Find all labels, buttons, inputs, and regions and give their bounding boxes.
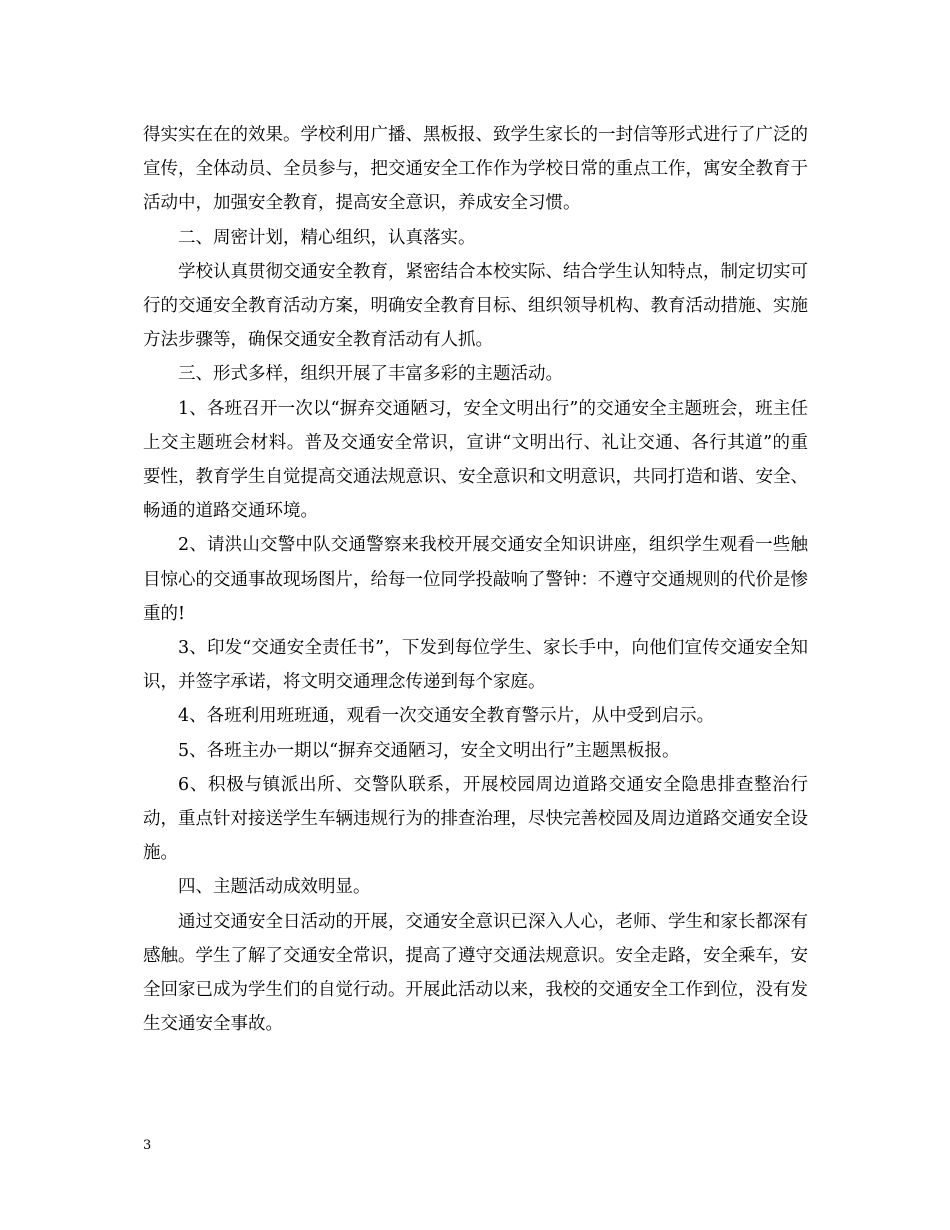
section-heading-results: 四、主题活动成效明显。 [178,877,371,898]
list-item-inspection: 6、积极与镇派出所、交警队联系，开展校园周边道路交通安全隐患排查整治行动，重点针对接送学生车辆违规行为的排查治理，尽快完善校园及周边道路交通安全设施。 [143,774,808,864]
page-number: 3 [143,1138,152,1153]
paragraph-plan: 学校认真贯彻交通安全教育，紧密结合本校实际、结合学生认知特点，制定切实可行的交通安全教育活动方案，明确安全教育目标、组织领导机构、教育活动措施、实施方法步骤等，确保交通安全教育活动有人抓。 [143,261,808,351]
paragraph-results: 通过交通安全日活动的开展，交通安全意识已深入人心，老师、学生和家长都深有感触。学生了解了交通安全常识，提高了遵守交通法规意识。安全走路，安全乘车，安全回家已成为学生们的自觉行动。开展此活动以来，我校的交通安全工作到位，没有发生交通安全事故。 [143,911,808,1035]
list-item-blackboard: 5、各班主办一期以“摒弃交通陋习，安全文明出行”主题黑板报。 [178,740,680,761]
list-item-responsibility-letter: 3、印发“交通安全责任书”，下发到每位学生、家长手中，向他们宣传交通安全知识，并签字承诺，将文明交通理念传递到每个家庭。 [143,638,808,693]
list-item-class-meeting: 1、各班召开一次以“摒弃交通陋习，安全文明出行”的交通安全主题班会，班主任上交主题班会材料。普及交通安全常识，宣讲“文明出行、礼让交通、各行其道”的重要性，教育学生自觉提高交通法规意识、安全意识和文明意识，共同打造和谐、安全、畅通的道路交通环境。 [143,398,808,522]
document-body [143,118,808,1041]
list-item-warning-film: 4、各班利用班班通，观看一次交通安全教育警示片，从中受到启示。 [178,706,715,727]
section-heading-plan: 二、周密计划，精心组织，认真落实。 [178,227,476,248]
list-item-lecture: 2、请洪山交警中队交通警察来我校开展交通安全知识讲座，组织学生观看一些触目惊心的交通事故现场图片，给每一位同学投敲响了警钟：不遵守交通规则的代价是惨重的! [143,535,808,624]
paragraph-continuation: 得实实在在的效果。学校利用广播、黑板报、致学生家长的一封信等形式进行了广泛的宣传，全体动员、全员参与，把交通安全工作作为学校日常的重点工作，寓安全教育于活动中，加强安全教育，提高安全意识，养成安全习惯。 [143,125,808,214]
section-heading-activities: 三、形式多样，组织开展了丰富多彩的主题活动。 [178,364,563,385]
